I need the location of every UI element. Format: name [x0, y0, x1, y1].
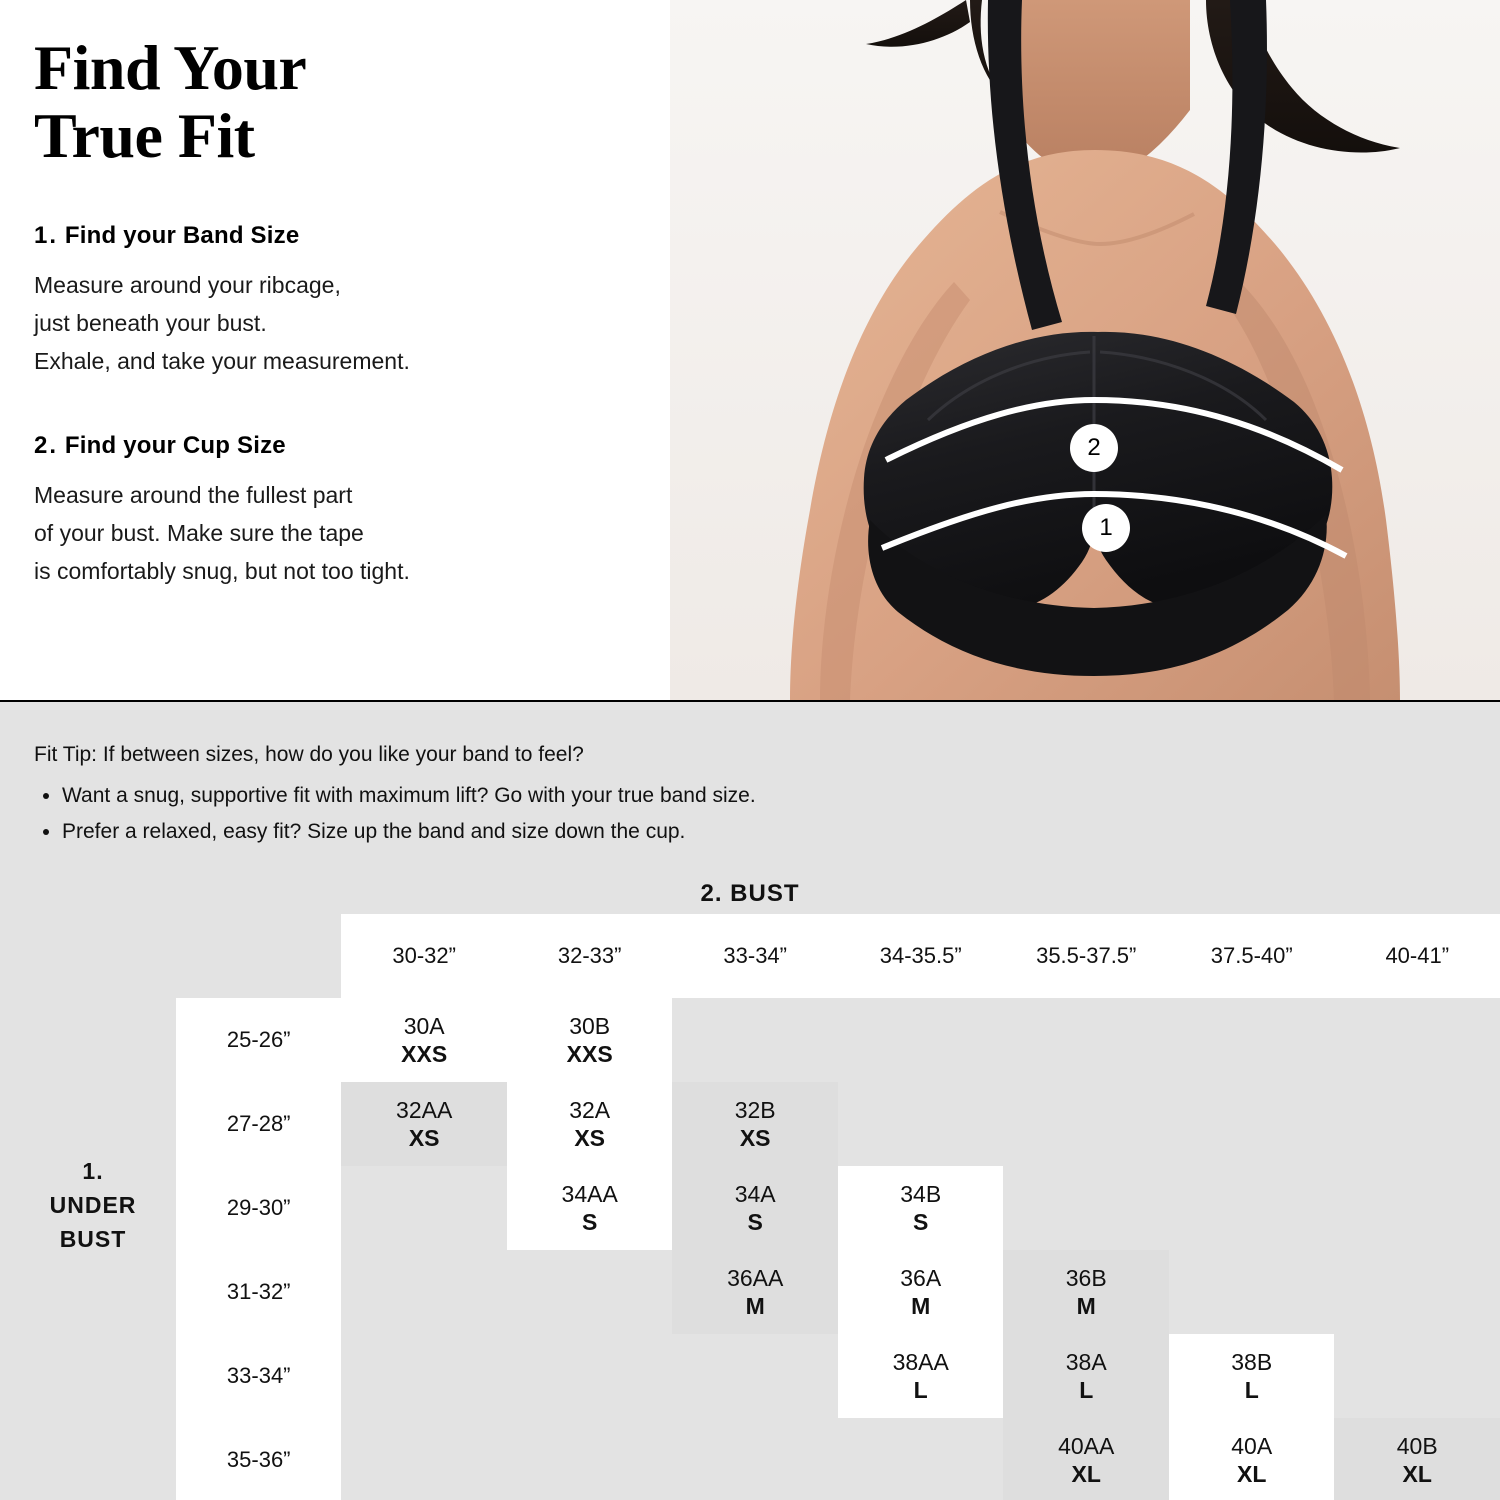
empty-cell	[507, 1418, 673, 1500]
size-cell[interactable]	[1003, 1418, 1169, 1500]
size-cell-letter: XS	[574, 1125, 606, 1151]
step-2-body	[34, 476, 654, 590]
row-header: 33-34”	[176, 1334, 341, 1418]
table-row	[176, 1418, 1500, 1500]
empty-cell	[1169, 1250, 1334, 1334]
step-2-number: 2.	[34, 432, 59, 459]
size-cell[interactable]	[1169, 1418, 1334, 1500]
size-cell-letter: XS	[739, 1125, 771, 1151]
size-cell-letter: XL	[1071, 1461, 1101, 1487]
size-cell[interactable]	[838, 1166, 1004, 1250]
step-1-line-2: just beneath your bust.	[34, 310, 267, 336]
empty-cell	[672, 1418, 838, 1500]
size-cell[interactable]	[672, 1166, 838, 1250]
model-photo	[670, 0, 1500, 700]
size-cell[interactable]	[1169, 1334, 1334, 1418]
step-2-heading	[34, 432, 654, 460]
size-cell-size: 34A	[734, 1181, 776, 1207]
size-cell-size: 36AA	[727, 1265, 784, 1291]
empty-cell	[838, 998, 1004, 1082]
size-cell-size: 30A	[403, 1013, 445, 1039]
column-header: 34-35.5”	[838, 914, 1004, 998]
empty-cell	[507, 1250, 673, 1334]
empty-cell	[1169, 998, 1334, 1082]
empty-cell	[507, 1334, 673, 1418]
size-cell[interactable]	[341, 998, 507, 1082]
model-illustration	[670, 0, 1500, 700]
page-title-line-2: True Fit	[34, 100, 255, 171]
empty-cell	[838, 1082, 1004, 1166]
column-header: 30-32”	[341, 914, 507, 998]
table-header-row	[176, 914, 1500, 998]
size-grid	[176, 914, 1500, 1500]
size-cell-size: 38B	[1231, 1349, 1273, 1375]
size-cell-letter: M	[1076, 1293, 1096, 1319]
empty-cell	[1334, 1082, 1500, 1166]
size-cell[interactable]	[672, 1082, 838, 1166]
size-cell-letter: XXS	[566, 1041, 613, 1067]
table-row	[176, 1250, 1500, 1334]
row-header: 25-26”	[176, 998, 341, 1082]
size-cell[interactable]	[1334, 1418, 1500, 1500]
fit-tip	[0, 702, 1500, 850]
page-title	[34, 34, 654, 170]
bust-axis-title: 2. BUST	[700, 880, 800, 907]
fit-tip-bullet-1: • Want a snug, supportive fit with maximum lift? Go with your true band size.	[62, 778, 1500, 814]
table-row	[176, 1334, 1500, 1418]
step-cup-size	[34, 432, 654, 590]
fit-tip-intro: Fit Tip: If between sizes, how do you like your band to feel?	[34, 743, 584, 766]
size-cell-letter: L	[1244, 1377, 1259, 1403]
measure-marker-2: 2	[1070, 424, 1118, 472]
column-header: 32-33”	[507, 914, 673, 998]
size-cell-letter: XXS	[401, 1041, 448, 1067]
fit-tip-bullet-2: • Prefer a relaxed, easy fit? Size up the band and size down the cup.	[62, 814, 1500, 850]
size-cell[interactable]	[672, 1250, 838, 1334]
empty-cell	[1334, 1250, 1500, 1334]
size-cell-size: 34B	[900, 1181, 942, 1207]
size-cell-size: 40B	[1396, 1433, 1438, 1459]
row-header: 27-28”	[176, 1082, 341, 1166]
underbust-axis-title	[10, 1154, 176, 1256]
size-cell-letter: S	[913, 1209, 929, 1235]
size-cell-size: 30B	[569, 1013, 611, 1039]
size-cell-size: 34AA	[561, 1181, 618, 1207]
step-band-size	[34, 222, 654, 380]
empty-cell	[1334, 1166, 1500, 1250]
fit-tip-list	[62, 778, 1500, 850]
step-1-heading-text: Find your Band Size	[64, 222, 300, 249]
step-1-body	[34, 266, 654, 380]
empty-cell	[341, 1334, 507, 1418]
size-cell-size: 32A	[569, 1097, 611, 1123]
empty-cell	[1334, 1334, 1500, 1418]
empty-cell	[341, 1418, 507, 1500]
size-cell-size: 38A	[1065, 1349, 1107, 1375]
size-chart-section	[0, 700, 1500, 1500]
size-cell-letter: XL	[1237, 1461, 1267, 1487]
size-cell-letter: S	[582, 1209, 598, 1235]
column-header: 35.5-37.5”	[1003, 914, 1169, 998]
size-cell-letter: S	[747, 1209, 763, 1235]
row-header: 35-36”	[176, 1418, 341, 1500]
size-cell[interactable]	[507, 1166, 673, 1250]
size-cell-size: 40AA	[1058, 1433, 1115, 1459]
size-table	[176, 914, 1500, 1500]
size-cell-letter: L	[913, 1377, 928, 1403]
column-header: 40-41”	[1334, 914, 1500, 998]
size-cell[interactable]	[838, 1334, 1004, 1418]
empty-cell	[1003, 998, 1169, 1082]
size-cell[interactable]	[507, 998, 673, 1082]
table-corner-cell	[176, 914, 341, 998]
empty-cell	[1169, 1166, 1334, 1250]
row-header: 31-32”	[176, 1250, 341, 1334]
size-cell-letter: L	[1079, 1377, 1094, 1403]
empty-cell	[1169, 1082, 1334, 1166]
step-1-number: 1.	[34, 222, 59, 249]
top-section	[0, 0, 1500, 700]
size-cell-letter: M	[911, 1293, 931, 1319]
column-header: 37.5-40”	[1169, 914, 1334, 998]
size-cell[interactable]	[341, 1082, 507, 1166]
size-cell-letter: XL	[1402, 1461, 1432, 1487]
step-2-line-1: Measure around the fullest part	[34, 482, 353, 508]
empty-cell	[1003, 1166, 1169, 1250]
row-header: 29-30”	[176, 1166, 341, 1250]
size-cell-size: 32AA	[396, 1097, 453, 1123]
size-cell-size: 36B	[1065, 1265, 1107, 1291]
size-cell-size: 40A	[1231, 1433, 1273, 1459]
step-2-line-2: of your bust. Make sure the tape	[34, 520, 364, 546]
page-title-line-1: Find Your	[34, 32, 307, 103]
step-1-line-1: Measure around your ribcage,	[34, 272, 341, 298]
step-1-line-3: Exhale, and take your measurement.	[34, 348, 410, 374]
table-row	[176, 1166, 1500, 1250]
table-row	[176, 998, 1500, 1082]
size-cell[interactable]	[1003, 1334, 1169, 1418]
empty-cell	[341, 1166, 507, 1250]
size-cell-size: 32B	[734, 1097, 776, 1123]
empty-cell	[341, 1250, 507, 1334]
underbust-axis-title-line-1: 1.	[82, 1158, 104, 1184]
empty-cell	[1334, 998, 1500, 1082]
underbust-axis-title-line-2: UNDER	[49, 1192, 137, 1218]
size-cell[interactable]	[838, 1250, 1004, 1334]
table-row	[176, 1082, 1500, 1166]
empty-cell	[672, 998, 838, 1082]
size-cell-letter: XS	[408, 1125, 440, 1151]
size-cell-size: 36A	[900, 1265, 942, 1291]
size-cell-letter: M	[745, 1293, 765, 1319]
step-2-line-3: is comfortably snug, but not too tight.	[34, 558, 410, 584]
underbust-axis-title-line-3: BUST	[59, 1226, 127, 1252]
size-cell[interactable]	[507, 1082, 673, 1166]
empty-cell	[838, 1418, 1004, 1500]
empty-cell	[1003, 1082, 1169, 1166]
measure-marker-1: 1	[1082, 504, 1130, 552]
size-cell-size: 38AA	[892, 1349, 949, 1375]
step-2-heading-text: Find your Cup Size	[64, 432, 286, 459]
column-header: 33-34”	[672, 914, 838, 998]
instructions-block	[34, 34, 654, 590]
empty-cell	[672, 1334, 838, 1418]
step-1-heading	[34, 222, 654, 250]
size-cell[interactable]	[1003, 1250, 1169, 1334]
